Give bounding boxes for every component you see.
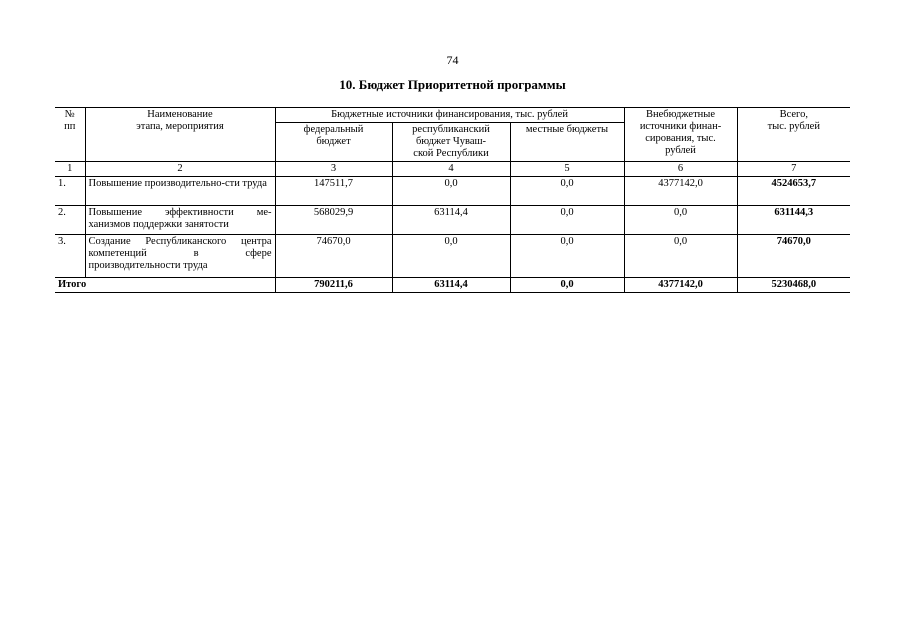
row-local: 0,0 xyxy=(510,235,624,278)
document-title: 10. Бюджет Приоритетной программы xyxy=(339,77,566,92)
totals-republic: 63114,4 xyxy=(392,278,510,293)
column-number: 5 xyxy=(510,162,624,177)
table-header-row xyxy=(55,108,850,123)
row-total: 631144,3 xyxy=(737,206,850,235)
totals-total: 5230468,0 xyxy=(737,278,850,293)
header-local: местные бюджеты xyxy=(510,123,624,162)
column-number: 1 xyxy=(55,162,85,177)
header-total: Всего, тыс. рублей xyxy=(737,108,850,162)
totals-offbudget: 4377142,0 xyxy=(624,278,737,293)
row-federal: 568029,9 xyxy=(275,206,392,235)
column-number: 7 xyxy=(737,162,850,177)
row-name: Повышение эффективности ме-ханизмов поддержки занятости xyxy=(85,206,275,235)
page-number: 74 xyxy=(446,53,459,67)
totals-label: Итого xyxy=(55,278,275,293)
header-name: Наименование этапа, мероприятия xyxy=(85,108,275,162)
row-number: 3. xyxy=(55,235,85,278)
column-number: 6 xyxy=(624,162,737,177)
header-republic: республиканский бюджет Чуваш- ской Республики xyxy=(392,123,510,162)
column-number: 2 xyxy=(85,162,275,177)
totals-federal: 790211,6 xyxy=(275,278,392,293)
totals-local: 0,0 xyxy=(510,278,624,293)
table-row xyxy=(55,177,850,206)
header-budget-sources: Бюджетные источники финансирования, тыс. рублей xyxy=(275,108,624,123)
row-republic: 0,0 xyxy=(392,235,510,278)
row-offbudget: 0,0 xyxy=(624,235,737,278)
row-number: 1. xyxy=(55,177,85,206)
row-local: 0,0 xyxy=(510,206,624,235)
budget-table xyxy=(55,107,850,293)
column-number: 3 xyxy=(275,162,392,177)
row-offbudget: 0,0 xyxy=(624,206,737,235)
header-offbudget: Внебюджетные источники финан- сирования, тыс. рублей xyxy=(624,108,737,162)
column-number-row xyxy=(55,162,850,177)
row-total: 4524653,7 xyxy=(737,177,850,206)
column-number: 4 xyxy=(392,162,510,177)
table-row xyxy=(55,235,850,278)
row-offbudget: 4377142,0 xyxy=(624,177,737,206)
header-federal: федеральный бюджет xyxy=(275,123,392,162)
row-republic: 0,0 xyxy=(392,177,510,206)
table-row xyxy=(55,206,850,235)
row-local: 0,0 xyxy=(510,177,624,206)
row-number: 2. xyxy=(55,206,85,235)
totals-row xyxy=(55,278,850,293)
header-number: № пп xyxy=(55,108,85,162)
row-total: 74670,0 xyxy=(737,235,850,278)
row-name: Создание Республиканского центра компетенций в сфере производительности труда xyxy=(85,235,275,278)
row-name: Повышение производительно-сти труда xyxy=(85,177,275,206)
row-republic: 63114,4 xyxy=(392,206,510,235)
row-federal: 147511,7 xyxy=(275,177,392,206)
row-federal: 74670,0 xyxy=(275,235,392,278)
